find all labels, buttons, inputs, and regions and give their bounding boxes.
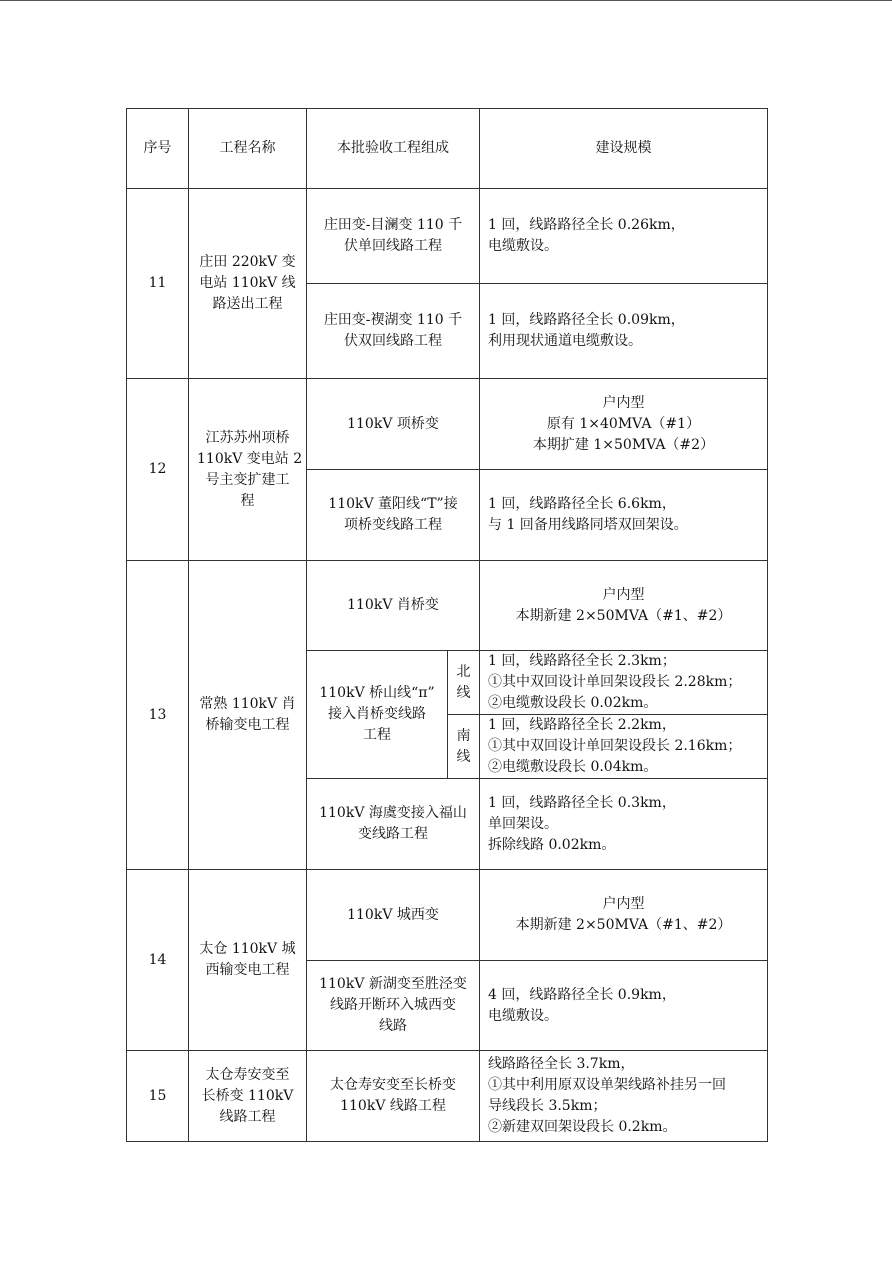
header-scale: 建设规模 [480, 109, 768, 189]
construction-scale: 线路路径全长 3.7km， ①其中利用原双设单架线路补挂另一回 导线段长 3.5km； ②新建双回架设段长 0.2km。 [480, 1051, 768, 1142]
project-component: 110kV 肖桥变 [307, 561, 480, 651]
acceptance-table [126, 108, 768, 1142]
construction-scale: 1 回，线路路径全长 0.3km， 单回架设。 拆除线路 0.02km。 [480, 779, 768, 870]
construction-scale: 1 回，线路路径全长 2.2km， ①其中双回设计单回架设段长 2.16km； ②电缆敷设段长 0.04km。 [480, 715, 768, 779]
project-component: 110kV 项桥变 [307, 379, 480, 470]
construction-scale: 户内型 本期新建 2×50MVA（#1、#2） [480, 870, 768, 961]
header-name: 工程名称 [189, 109, 307, 189]
page-top-rule [0, 0, 892, 1]
project-component: 庄田变-目澜变 110 千 伏单回线路工程 [307, 189, 480, 284]
table-row [127, 379, 768, 470]
table-row [127, 1051, 768, 1142]
construction-scale: 1 回，线路路径全长 0.09km， 利用现状通道电缆敷设。 [480, 284, 768, 379]
row-number: 13 [127, 561, 189, 870]
project-component: 110kV 新湖变至胜泾变 线路开断环入城西变 线路 [307, 961, 480, 1051]
project-name: 常熟 110kV 肖 桥输变电工程 [189, 561, 307, 870]
table-row [127, 870, 768, 961]
row-number: 11 [127, 189, 189, 379]
row-number: 14 [127, 870, 189, 1051]
project-component: 110kV 城西变 [307, 870, 480, 961]
project-name: 庄田 220kV 变 电站 110kV 线 路送出工程 [189, 189, 307, 379]
construction-scale: 1 回，线路路径全长 0.26km， 电缆敷设。 [480, 189, 768, 284]
construction-scale: 1 回，线路路径全长 6.6km， 与 1 回备用线路同塔双回架设。 [480, 470, 768, 561]
sub-line-label-north: 北 线 [448, 651, 480, 715]
header-no: 序号 [127, 109, 189, 189]
project-component: 110kV 海虞变接入福山 变线路工程 [307, 779, 480, 870]
row-number: 12 [127, 379, 189, 561]
row-number: 15 [127, 1051, 189, 1142]
project-name: 太仓 110kV 城 西输变电工程 [189, 870, 307, 1051]
project-component: 庄田变-褉湖变 110 千 伏双回线路工程 [307, 284, 480, 379]
header-composition: 本批验收工程组成 [307, 109, 480, 189]
project-name: 太仓寿安变至 长桥变 110kV 线路工程 [189, 1051, 307, 1142]
construction-scale: 户内型 原有 1×40MVA（#1） 本期扩建 1×50MVA（#2） [480, 379, 768, 470]
construction-scale: 4 回，线路路径全长 0.9km， 电缆敷设。 [480, 961, 768, 1051]
construction-scale: 1 回，线路路径全长 2.3km； ①其中双回设计单回架设段长 2.28km； ②电缆敷设段长 0.02km。 [480, 651, 768, 715]
table-row [127, 189, 768, 284]
project-component: 太仓寿安变至长桥变 110kV 线路工程 [307, 1051, 480, 1142]
project-component: 110kV 桥山线“π” 接入肖桥变线路 工程 [307, 651, 448, 779]
table-row [127, 561, 768, 651]
sub-line-label-south: 南 线 [448, 715, 480, 779]
header-row [127, 109, 768, 189]
construction-scale: 户内型 本期新建 2×50MVA（#1、#2） [480, 561, 768, 651]
project-component: 110kV 董阳线“T”接 项桥变线路工程 [307, 470, 480, 561]
project-name: 江苏苏州项桥 110kV 变电站 2 号主变扩建工 程 [189, 379, 307, 561]
